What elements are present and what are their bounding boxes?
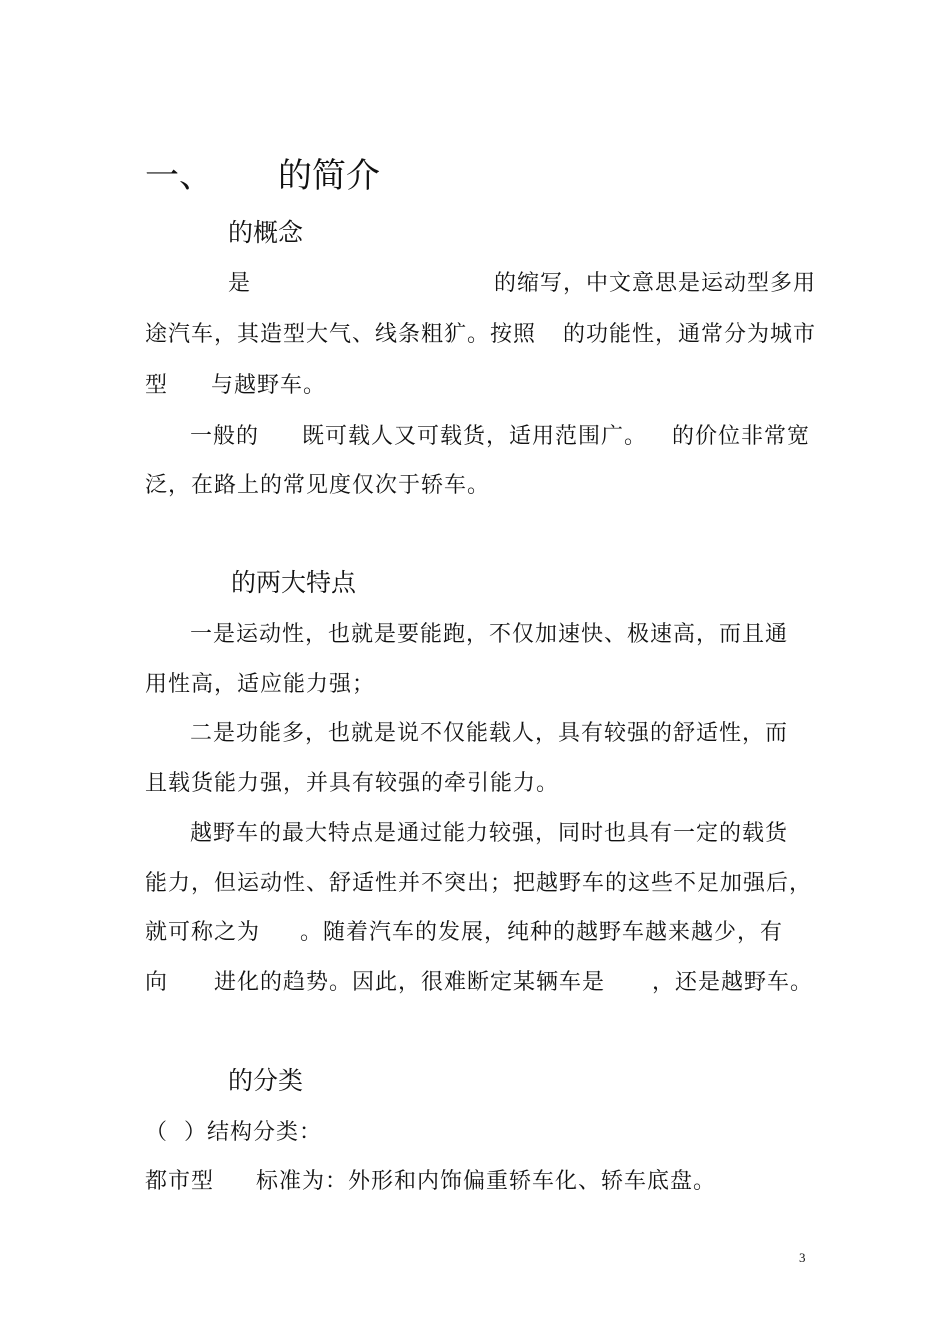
- paragraph-line: （ ）结构分类：: [145, 1120, 322, 1145]
- paragraph-line: 越野车的最大特点是通过能力较强，同时也具有一定的载货: [190, 821, 789, 846]
- paragraph-line: 进化的趋势。因此，很难断定某辆车是: [214, 970, 606, 995]
- paragraph-line: 就可称之为: [145, 920, 261, 945]
- section-title-classification: 的分类: [228, 1066, 304, 1095]
- paragraph-line: 且载货能力强，并具有较强的牵引能力。: [145, 771, 560, 796]
- section-title-concept: 的概念: [228, 218, 304, 247]
- page-title: 的简介: [278, 156, 380, 196]
- paragraph-line: 标准为：外形和内饰偏重轿车化、轿车底盘。: [256, 1169, 717, 1194]
- heading-number: 一、: [145, 156, 213, 196]
- page-number: 3: [799, 1250, 806, 1265]
- paragraph-line: 向: [145, 970, 169, 995]
- paragraph-line: 的缩写，中文意思是运动型多用: [494, 271, 817, 296]
- paragraph-line: 一般的: [190, 424, 260, 449]
- paragraph-line: 是: [228, 271, 252, 296]
- paragraph-line: 用性高，适应能力强；: [145, 672, 376, 697]
- paragraph-line: 既可载人又可载货，适用范围广。: [302, 424, 648, 449]
- paragraph-line: 能力，但运动性、舒适性并不突出；把越野车的这些不足加强后，: [145, 871, 813, 896]
- paragraph-line: ，还是越野车。: [652, 970, 814, 995]
- paragraph-line: 一是运动性，也就是要能跑，不仅加速快、极速高，而且通: [190, 622, 789, 647]
- paragraph-line: 泛，在路上的常见度仅次于轿车。: [145, 473, 491, 498]
- paragraph-line: 都市型: [145, 1169, 215, 1194]
- section-title-features: 的两大特点: [231, 568, 357, 597]
- paragraph-line: 与越野车。: [211, 373, 327, 398]
- paragraph-line: 的功能性，通常分为城市: [563, 322, 817, 347]
- paragraph-line: 型: [145, 373, 169, 398]
- paragraph-line: 。随着汽车的发展，纯种的越野车越来越少，有: [300, 920, 784, 945]
- paragraph-line: 途汽车，其造型大气、线条粗犷。按照: [145, 322, 537, 347]
- paragraph-line: 二是功能多，也就是说不仅能载人，具有较强的舒适性，而: [190, 721, 789, 746]
- paragraph-line: 的价位非常宽: [672, 424, 811, 449]
